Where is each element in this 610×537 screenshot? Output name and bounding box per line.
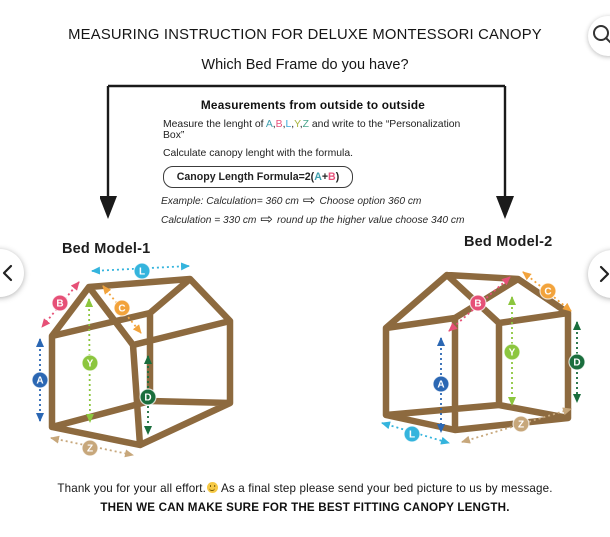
svg-text:Y: Y [86,358,94,370]
formula-box: Canopy Length Formula=2( A + B ) [163,166,353,188]
measure-badge-Z [513,416,529,432]
svg-text:C: C [118,303,126,315]
letter-b: B [275,119,283,130]
measure-badge-Z [82,440,98,456]
svg-text:Z: Z [86,443,94,455]
letter-y: Y [294,119,300,130]
previous-image-button[interactable] [0,249,24,297]
measure-badge-A [32,372,48,388]
footer-thank-you: Thank you for your all effort. As a final step please send your bed picture to us by message. [57,482,553,495]
measure-badge-B [470,295,486,311]
measure-badge-C [114,300,130,316]
footer-emphasis: THEN WE CAN MAKE SURE FOR THE BEST FITTING CANOPY LENGTH. [100,501,510,514]
svg-text:L: L [408,429,416,441]
svg-text:L: L [138,266,146,278]
magnifier-icon [588,16,610,56]
svg-text:C: C [544,286,552,298]
measure-line: Measure the lenght of A,B,L,Y,Z and write to the “Personalization Box” [163,119,461,141]
measure-badge-D [569,354,585,370]
measure-badge-Y [82,355,98,371]
bed-model-2-label: Bed Model-2 [464,234,553,250]
example-line-1: Example: Calculation= 360 cm ⇨ Choose option 360 cm [161,192,422,209]
measure-badge-Y [504,344,520,360]
svg-text:A: A [36,375,44,387]
measure-badge-C [540,283,556,299]
letter-l: L [285,119,292,130]
smiley-icon [207,482,218,493]
house-bed-frame [52,279,230,445]
zoom-image-button[interactable] [588,16,610,56]
down-arrow-right-icon [496,196,514,219]
bed-model-1-diagram [28,240,248,472]
svg-text:D: D [573,357,581,369]
svg-text:Z: Z [517,419,525,431]
chevron-left-icon [2,264,13,282]
bed-model-2-diagram [370,235,595,472]
page-title: MEASURING INSTRUCTION FOR DELUXE MONTESSORI CANOPY [68,27,542,43]
svg-text:B: B [56,298,64,310]
down-arrow-left-icon [100,196,117,219]
svg-text:D: D [144,392,152,404]
svg-text:A: A [437,379,445,391]
block-arrow-icon: ⇨ [302,192,316,209]
instruction-panel [160,96,466,226]
measure-badge-D [140,389,156,405]
letter-a: A [265,119,273,130]
calculate-line: Calculate canopy lenght with the formula. [163,148,354,159]
block-arrow-icon: ⇨ [260,211,273,228]
svg-text:Y: Y [508,347,516,359]
measure-badge-L [134,263,150,279]
example-line-2: Calculation = 330 cm ⇨ round up the higher value choose 340 cm [161,211,465,228]
bed-model-1-label: Bed Model-1 [62,241,151,257]
page-subtitle: Which Bed Frame do you have? [201,57,409,73]
instruction-heading: Measurements from outside to outside [200,98,426,112]
measure-badge-B [52,295,68,311]
chevron-right-icon [599,265,610,283]
svg-text:B: B [474,298,482,310]
letter-z: Z [302,119,309,130]
measure-badge-A [433,376,449,392]
measure-badge-L [404,426,420,442]
